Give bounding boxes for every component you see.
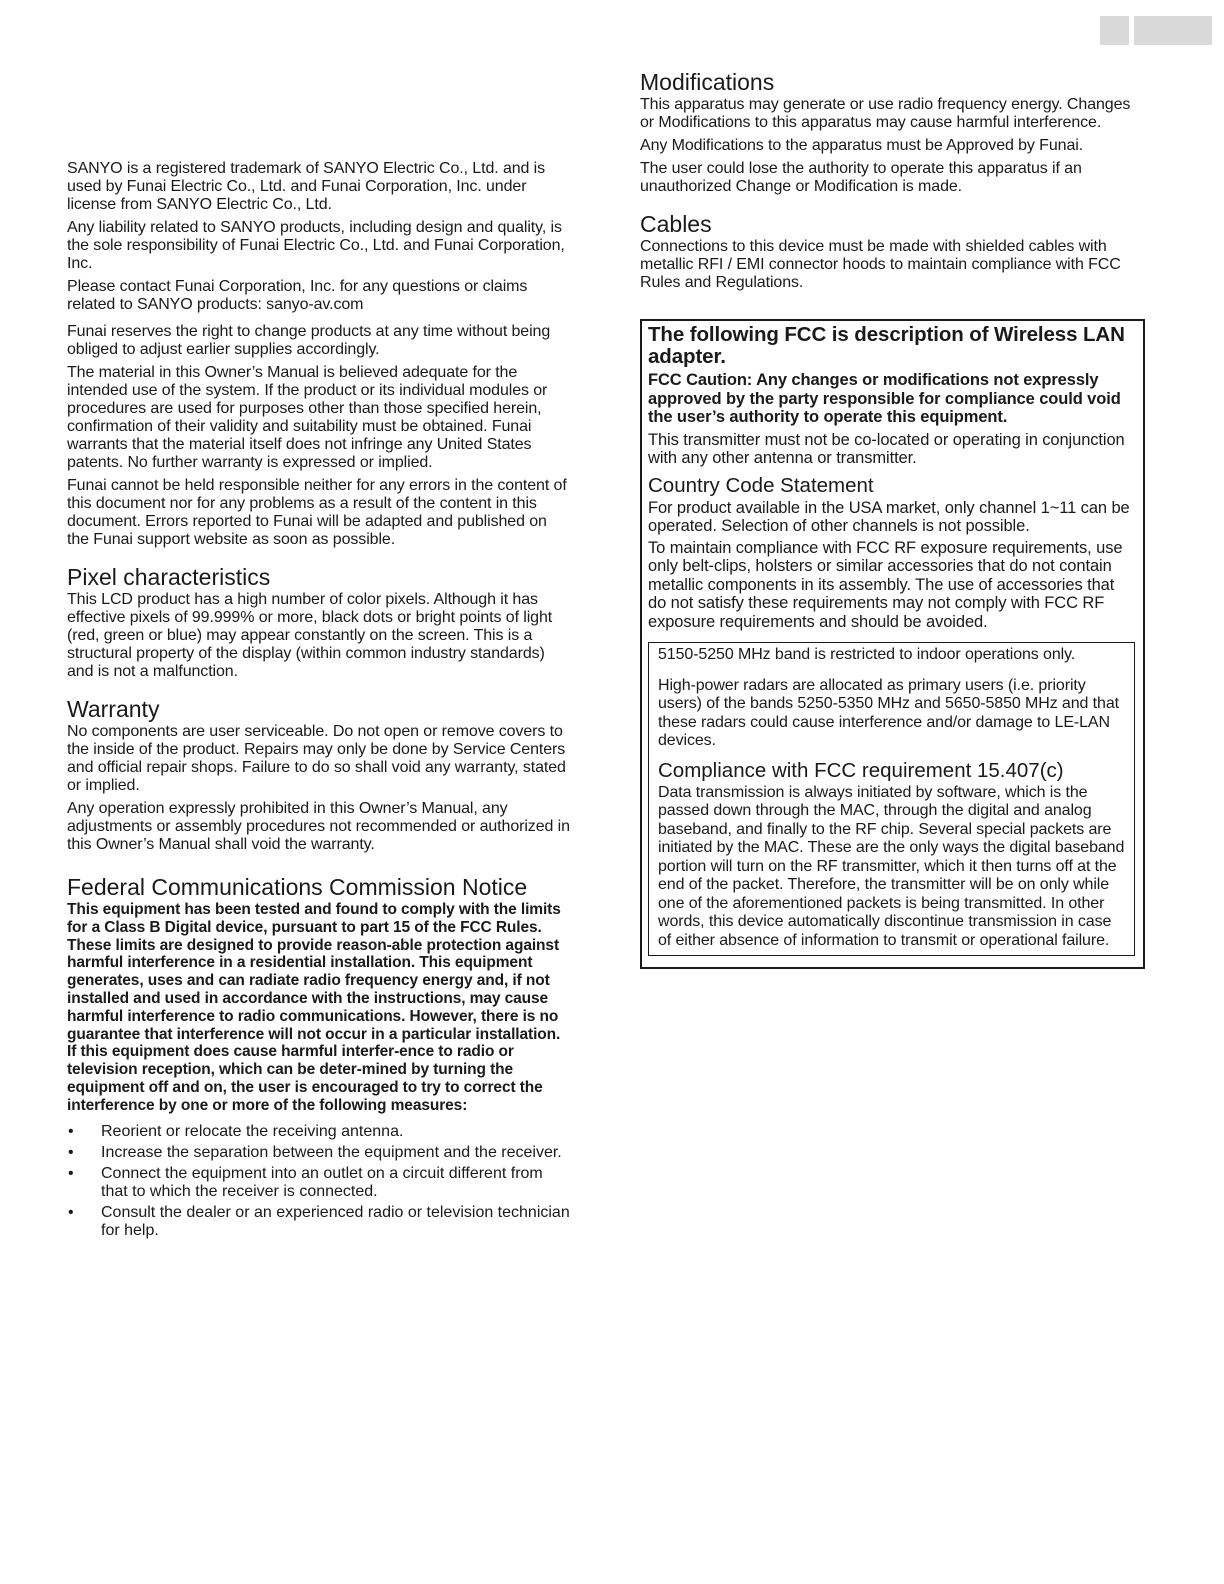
bullet-icon: • xyxy=(68,1122,74,1140)
wireless-lan-box xyxy=(640,319,1145,969)
cables-heading: Cables xyxy=(640,211,712,237)
modifications-paragraph-2: Any Modifications to the apparatus must be Approved by Funai. xyxy=(640,137,1084,154)
country-code-paragraph: For product available in the USA market, only channel 1~11 can be operated. Selection of other channels is not possible. xyxy=(648,498,1130,535)
warranty-paragraph-2: Any operation expressly prohibited in this Owner’s Manual, any adjustments or assembly procedures not recommended or authorized in this Owner’s Manual shall void the warranty. xyxy=(67,800,570,853)
bullet-icon: • xyxy=(68,1203,74,1221)
pixel-heading: Pixel characteristics xyxy=(67,564,271,590)
reserve-paragraph: Funai reserves the right to change products at any time without being obliged to adjust earlier supplies accordingly. xyxy=(67,323,551,358)
list-item: • Increase the separation between the equipment and the receiver. xyxy=(68,1143,562,1161)
radar-paragraph: High-power radars are allocated as primary users (i.e. priority users) of the bands 5250-5350 MHz and 5650-5850 MHz and that these radars could cause interference and/or damage to LE-LAN devices. xyxy=(658,676,1119,749)
fcc-notice-paragraph: This equipment has been tested and found to comply with the limits for a Class B Digital device, pursuant to part 15 of the FCC Rules. These limits are designed to provide reason-able protection against harmful interference in a residential installation. This equipment generates, uses and can radiate radio frequency energy and, if not installed and used in accordance with the instructions, may cause harmful interference to radio communications. However, there is no guarantee that interference will not occur in a particular installation. If this equipment does cause harmful interfer-ence to radio or television reception, which can be deter-mined by turning the equipment off and on, the user is encouraged to try to correct the interference by one or more of the following measures: xyxy=(67,901,561,1114)
bullet-icon: • xyxy=(68,1143,74,1161)
compliance-paragraph: Data transmission is always initiated by software, which is the passed down through the MAC, through the digital and analog baseband, and finally to the RF chip. Several special packets are initiated by the MAC. These are the only ways the digital baseband portion will turn on the RF transmitter, which it then turns off at the end of the packet. Therefore, the transmitter will be on only while one of the aforementioned packets is being transmitted. In other words, this device automatically discontinue transmission in case of either absence of information to transmit or operational failure. xyxy=(658,783,1125,949)
band-paragraph: 5150-5250 MHz band is restricted to indoor operations only. xyxy=(658,646,1076,663)
list-item: • Reorient or relocate the receiving antenna. xyxy=(68,1122,404,1140)
cables-paragraph: Connections to this device must be made with shielded cables with metallic RFI / EMI connector hoods to maintain compliance with FCC Rules and Regulations. xyxy=(640,238,1121,291)
list-item: • Consult the dealer or an experienced radio or television technician for help. xyxy=(68,1203,570,1239)
compliance-heading: Compliance with FCC requirement 15.407(c) xyxy=(658,758,1064,782)
rf-exposure-paragraph: To maintain compliance with FCC RF exposure requirements, use only belt-clips, holsters or similar accessories that do not contain metallic components in its assembly. The use of accessories that do not satisfy these requirements may not comply with FCC RF exposure requirements and should be avoided. xyxy=(648,538,1123,631)
page-tab-marker-wide xyxy=(1134,16,1212,45)
wireless-lan-title: The following FCC is description of Wireless LAN adapter. xyxy=(648,323,1125,368)
warranty-paragraph-1: No components are user serviceable. Do not open or remove covers to the inside of the product. Repairs may only be done by Service Centers and official repair shops. Failure to do so shall void any warranty, stated or implied. xyxy=(67,723,566,794)
fcc-caution: FCC Caution: Any changes or modifications not expressly approved by the party responsible for compliance could void the user’s authority to operate this equipment. xyxy=(648,371,1121,426)
country-code-heading: Country Code Statement xyxy=(648,473,874,497)
fcc-notice-heading: Federal Communications Commission Notice xyxy=(67,874,528,900)
modifications-paragraph-1: This apparatus may generate or use radio frequency energy. Changes or Modifications to this apparatus may cause harmful interference. xyxy=(640,96,1131,131)
trademark-paragraph: SANYO is a registered trademark of SANYO Electric Co., Ltd. and is used by Funai Electric Co., Ltd. and Funai Corporation, Inc. under license from SANYO Electric Co., Ltd. xyxy=(67,160,546,213)
contact-paragraph: Please contact Funai Corporation, Inc. for any questions or claims related to SANYO products: sanyo-av.com xyxy=(67,278,528,313)
warranty-heading: Warranty xyxy=(67,696,160,722)
left-column xyxy=(67,160,570,1243)
measures-list xyxy=(67,1123,570,1240)
responsibility-paragraph: Funai cannot be held responsible neither for any errors in the content of this document nor for any problems as a result of the content in this document. Errors reported to Funai will be adapted and published on the Funai support website as soon as possible. xyxy=(67,477,567,548)
page-tab-marker xyxy=(1100,16,1129,45)
material-paragraph: The material in this Owner’s Manual is believed adequate for the intended use of the system. If the product or its individual modules or procedures are used for purposes other than those specified herein, confirmation of their validity and suitability must be obtained. Funai warrants that the material itself does not infringe any United States patents. No further warranty is expressed or implied. xyxy=(67,364,548,471)
modifications-paragraph-3: The user could lose the authority to operate this apparatus if an unauthorized Change or Modification is made. xyxy=(640,160,1082,195)
modifications-heading: Modifications xyxy=(640,69,775,95)
transmitter-paragraph: This transmitter must not be co-located or operating in conjunction with any other antenna or transmitter. xyxy=(648,430,1125,467)
bullet-icon: • xyxy=(68,1164,74,1182)
liability-paragraph: Any liability related to SANYO products, including design and quality, is the sole responsibility of Funai Electric Co., Ltd. and Funai Corporation, Inc. xyxy=(67,219,565,272)
band-restriction-box xyxy=(648,642,1135,956)
list-item: • Connect the equipment into an outlet on a circuit different from that to which the receiver is connected. xyxy=(68,1164,543,1200)
right-column xyxy=(640,68,1145,969)
pixel-paragraph: This LCD product has a high number of color pixels. Although it has effective pixels of 99.999% or more, black dots or bright points of light (red, green or blue) may appear constantly on the screen. This is a structural property of the display (within common industry standards) and is not a malfunction. xyxy=(67,591,553,680)
